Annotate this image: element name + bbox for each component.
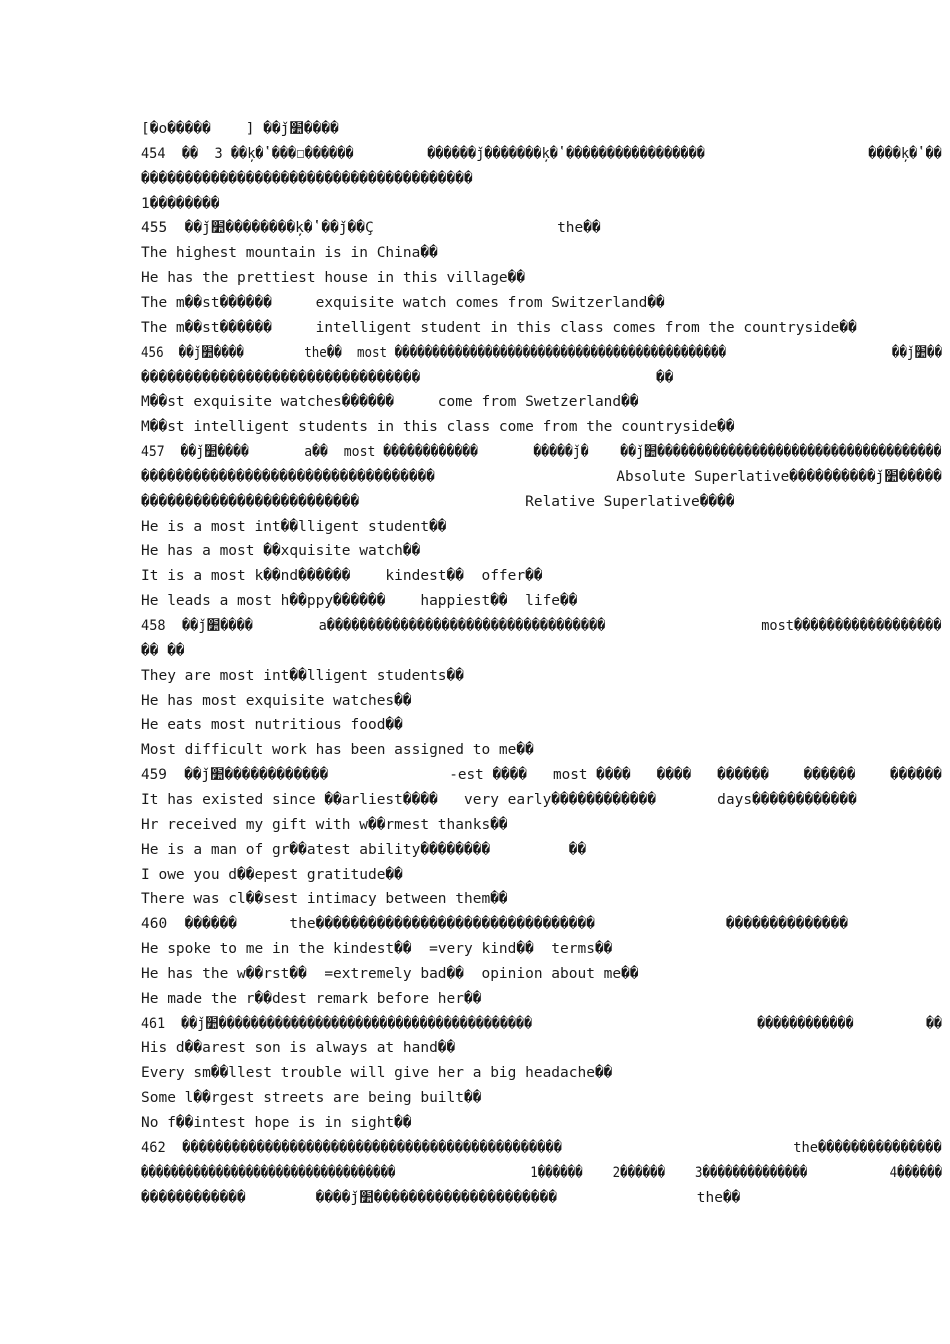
text-line: 456 ��ǰ׺���� the�� most �������������������������������������������� ��ǰ׺�� [141, 345, 943, 361]
text-line: 1�������� [141, 196, 220, 212]
text-line: His d��arest son is always at hand�� [141, 1040, 456, 1056]
text-line: M��st exquisite watches������ come from Swetzerland�� [141, 394, 639, 410]
text-line: The m��st������ exquisite watch comes from Switzerland�� [141, 295, 665, 311]
text-line: There was cl��sest intimacy between them�� [141, 891, 508, 907]
text-line: Some l��rgest streets are being built�� [141, 1090, 482, 1106]
text-line: It is a most k��nd������ kindest�� offer�� [141, 568, 543, 584]
text-line: I owe you d��epest gratitude�� [141, 867, 403, 883]
text-line: He spoke to me in the kindest�� =very kind�� terms�� [141, 941, 613, 957]
text-line: 462 ���������������������������������������������� the��������������� [141, 1140, 942, 1156]
text-line: He eats most nutritious food�� [141, 717, 403, 733]
text-line: He has the prettiest house in this village�� [141, 270, 526, 286]
text-line: Every sm��llest trouble will give her a big headache�� [141, 1065, 613, 1081]
text-line: He is a man of gr��atest ability�������� �� [141, 842, 587, 858]
text-line: He leads a most h��ppy������ happiest�� life�� [141, 593, 578, 609]
text-line: Hr received my gift with w��rmest thanks�� [141, 817, 508, 833]
text-line: �������������������������������������� [141, 171, 473, 187]
text-line: 458 ��ǰ׺���� a���������������������������������� most������������������ [141, 618, 942, 634]
text-line: 459 ��ǰ׺������������ -est ���� most ���� ���� ������ ������ ������ [141, 767, 942, 783]
text-line: M��st intelligent students in this class come from the countryside�� [141, 419, 735, 435]
text-line: 454 �� 3 ��ķ�ʽ���﾿������ ������ǰ�������ķ�ʽ����������������� ����ķ�ʽ�� [141, 146, 942, 162]
text-line: The m��st������ intelligent student in this class comes from the countryside�� [141, 320, 857, 336]
text-line: ���������������������������������� 1������ 2������ 3�������������� 4������ [141, 1165, 943, 1181]
text-line: [�ο����� ] ��ǰ׺���� [141, 121, 339, 137]
text-line: �������������������������������� �� [141, 370, 674, 386]
text-line: He made the r��dest remark before her�� [141, 991, 482, 1007]
text-line: It has existed since ��arliest���� very early������������ days������������ [141, 792, 857, 808]
text-line: He is a most int��lligent student�� [141, 519, 447, 535]
text-line: 461 ��ǰ׺��������������������������������������� ������������ �� [141, 1016, 943, 1032]
text-line: They are most int��lligent students�� [141, 668, 465, 684]
text-line: He has the w��rst�� =extremely bad�� opinion about me�� [141, 966, 639, 982]
text-line: He has a most ��xquisite watch�� [141, 543, 421, 559]
text-line: 457 ��ǰ׺���� a�� most ������������ �����ǰ� ��ǰ׺������������������������������������ [141, 444, 942, 460]
text-line: 460 ������ the�������������������������������� �������������� [141, 916, 849, 932]
text-line: The highest mountain is in China�� [141, 245, 438, 261]
text-line: ���������������������������������� Absolute Superlative����������ǰ׺����� [141, 469, 942, 485]
text-line: No f��intest hope is in sight�� [141, 1115, 412, 1131]
text-line: 455 ��ǰ׺��������ķ�ʽ��ǰ��Ҫ the�� [141, 220, 601, 236]
text-line: �� �� [141, 643, 185, 659]
text-line: Most difficult work has been assigned to me�� [141, 742, 534, 758]
text-line: He has most exquisite watches�� [141, 693, 412, 709]
text-line: ������������������������� Relative Superlative���� [141, 494, 735, 510]
text-line: ������������ ����ǰ׺��������������������� the�� [141, 1190, 741, 1206]
